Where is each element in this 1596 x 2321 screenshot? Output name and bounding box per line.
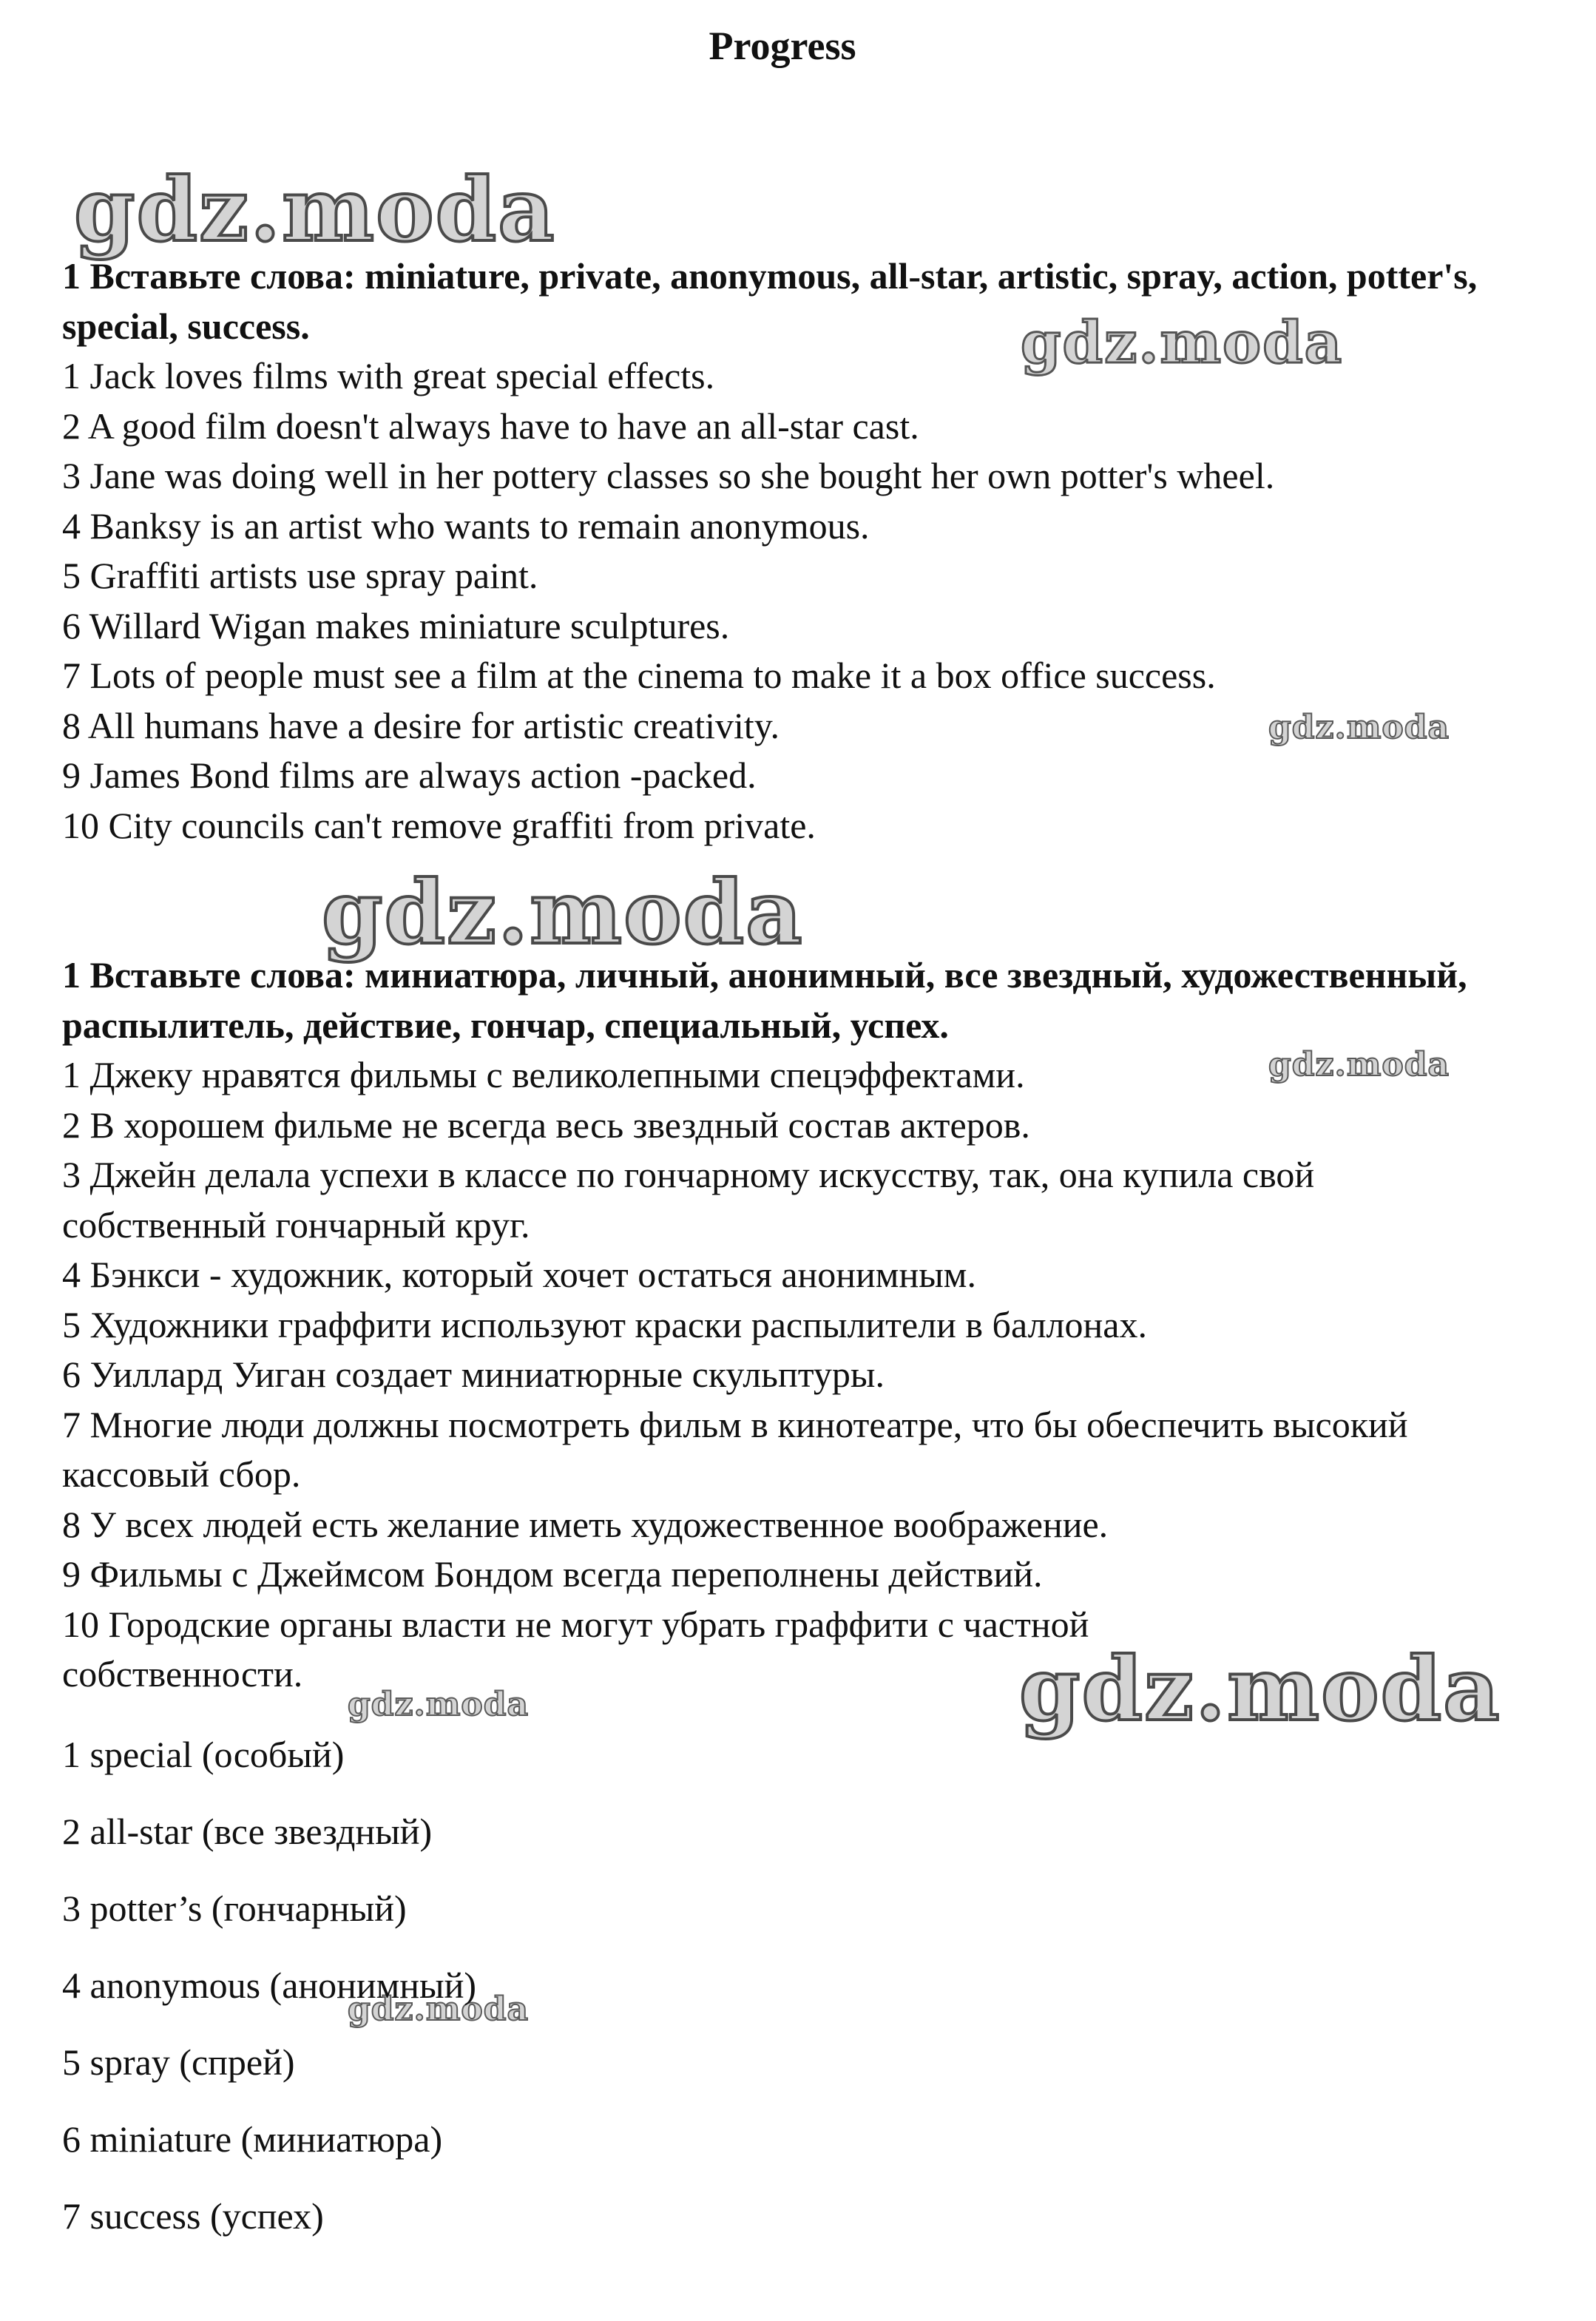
sentence-line: 2 A good film doesn't always have to have an all-star cast. <box>62 405 919 447</box>
watermark-logo: gdz.moda <box>1268 1046 1450 1084</box>
sentence-line: 7 Многие люди должны посмотреть фильм в кинотеатре, что бы обеспечить высокий кассовый сбор. <box>62 1403 1408 1495</box>
sentence-line: 3 Jane was doing well in her pottery classes so she bought her own potter's wheel. <box>62 455 1275 496</box>
watermark-logo: gdz.moda <box>1021 309 1344 376</box>
sentence-line: 10 Городские органы власти не могут убрать граффити с частной собственности. <box>62 1603 1089 1695</box>
sentence-line: 1 Jack loves films with great special effects. <box>62 355 715 396</box>
sentence-line: 9 James Bond films are always action -packed. <box>62 754 757 796</box>
answer-item: 5 spray (спрей) <box>62 2041 295 2083</box>
exercise-russian <box>62 950 1541 1700</box>
answer-item: 1 special (особый) <box>62 1734 345 1775</box>
exercise-heading: 1 Вставьте слова: miniature, private, anonymous, all-star, artistic, spray, action, potter's, special, success. <box>62 255 1478 347</box>
sentence-line: 8 All humans have a desire for artistic creativity. <box>62 704 780 746</box>
answer-item: 2 all-star (все звездный) <box>62 1811 433 1852</box>
sentence-line: 8 У всех людей есть желание иметь художественное воображение. <box>62 1503 1109 1545</box>
answers-list <box>62 1716 1541 2254</box>
answer-item: 7 success (успех) <box>62 2195 324 2237</box>
answer-item: 4 anonymous (анонимный) <box>62 1964 477 2006</box>
watermark-logo: gdz.moda <box>1019 1638 1501 1740</box>
watermark-logo: gdz.moda <box>348 1990 530 2028</box>
sentence-line: 1 Джеку нравятся фильмы с великолепными спецэффектами. <box>62 1054 1025 1095</box>
sentence-line: 3 Джейн делала успехи в классе по гончарному искусству, так, она купила свой собственный гончарный круг. <box>62 1154 1315 1246</box>
watermark-logo: gdz.moda <box>348 1686 530 1723</box>
answer-item: 3 potter’s (гончарный) <box>62 1888 407 1929</box>
sentence-line: 5 Graffiti artists use spray paint. <box>62 555 538 596</box>
sentence-line: 5 Художники граффити используют краски распылители в баллонах. <box>62 1303 1147 1345</box>
exercise-heading: 1 Вставьте слова: миниатюра, личный, анонимный, все звездный, художественный, распылитель, действие, гончар, специальный, успех. <box>62 954 1467 1046</box>
sentence-line: 9 Фильмы с Джеймсом Бондом всегда переполнены действий. <box>62 1553 1043 1595</box>
watermark-logo: gdz.moda <box>1268 709 1450 746</box>
sentence-line: 6 Willard Wigan makes miniature sculptures. <box>62 604 730 646</box>
sentence-line: 7 Lots of people must see a film at the cinema to make it a box office success. <box>62 655 1216 696</box>
sentence-line: 4 Banksy is an artist who wants to remain anonymous. <box>62 504 870 547</box>
page-title: Progress <box>709 24 856 68</box>
exercise-english <box>62 251 1541 851</box>
answer-item: 6 miniature (миниатюра) <box>62 2118 443 2160</box>
watermark-logo: gdz.moda <box>74 158 556 261</box>
sentence-line: 6 Уиллард Уиган создает миниатюрные скульптуры. <box>62 1354 885 1395</box>
sentence-line: 10 City councils can't remove graffiti from private. <box>62 804 816 846</box>
sentence-line: 2 В хорошем фильме не всегда весь звездный состав актеров. <box>62 1104 1030 1146</box>
sentence-line: 4 Бэнкси - художник, который хочет остаться анонимным. <box>62 1254 976 1295</box>
watermark-logo: gdz.moda <box>322 861 804 964</box>
